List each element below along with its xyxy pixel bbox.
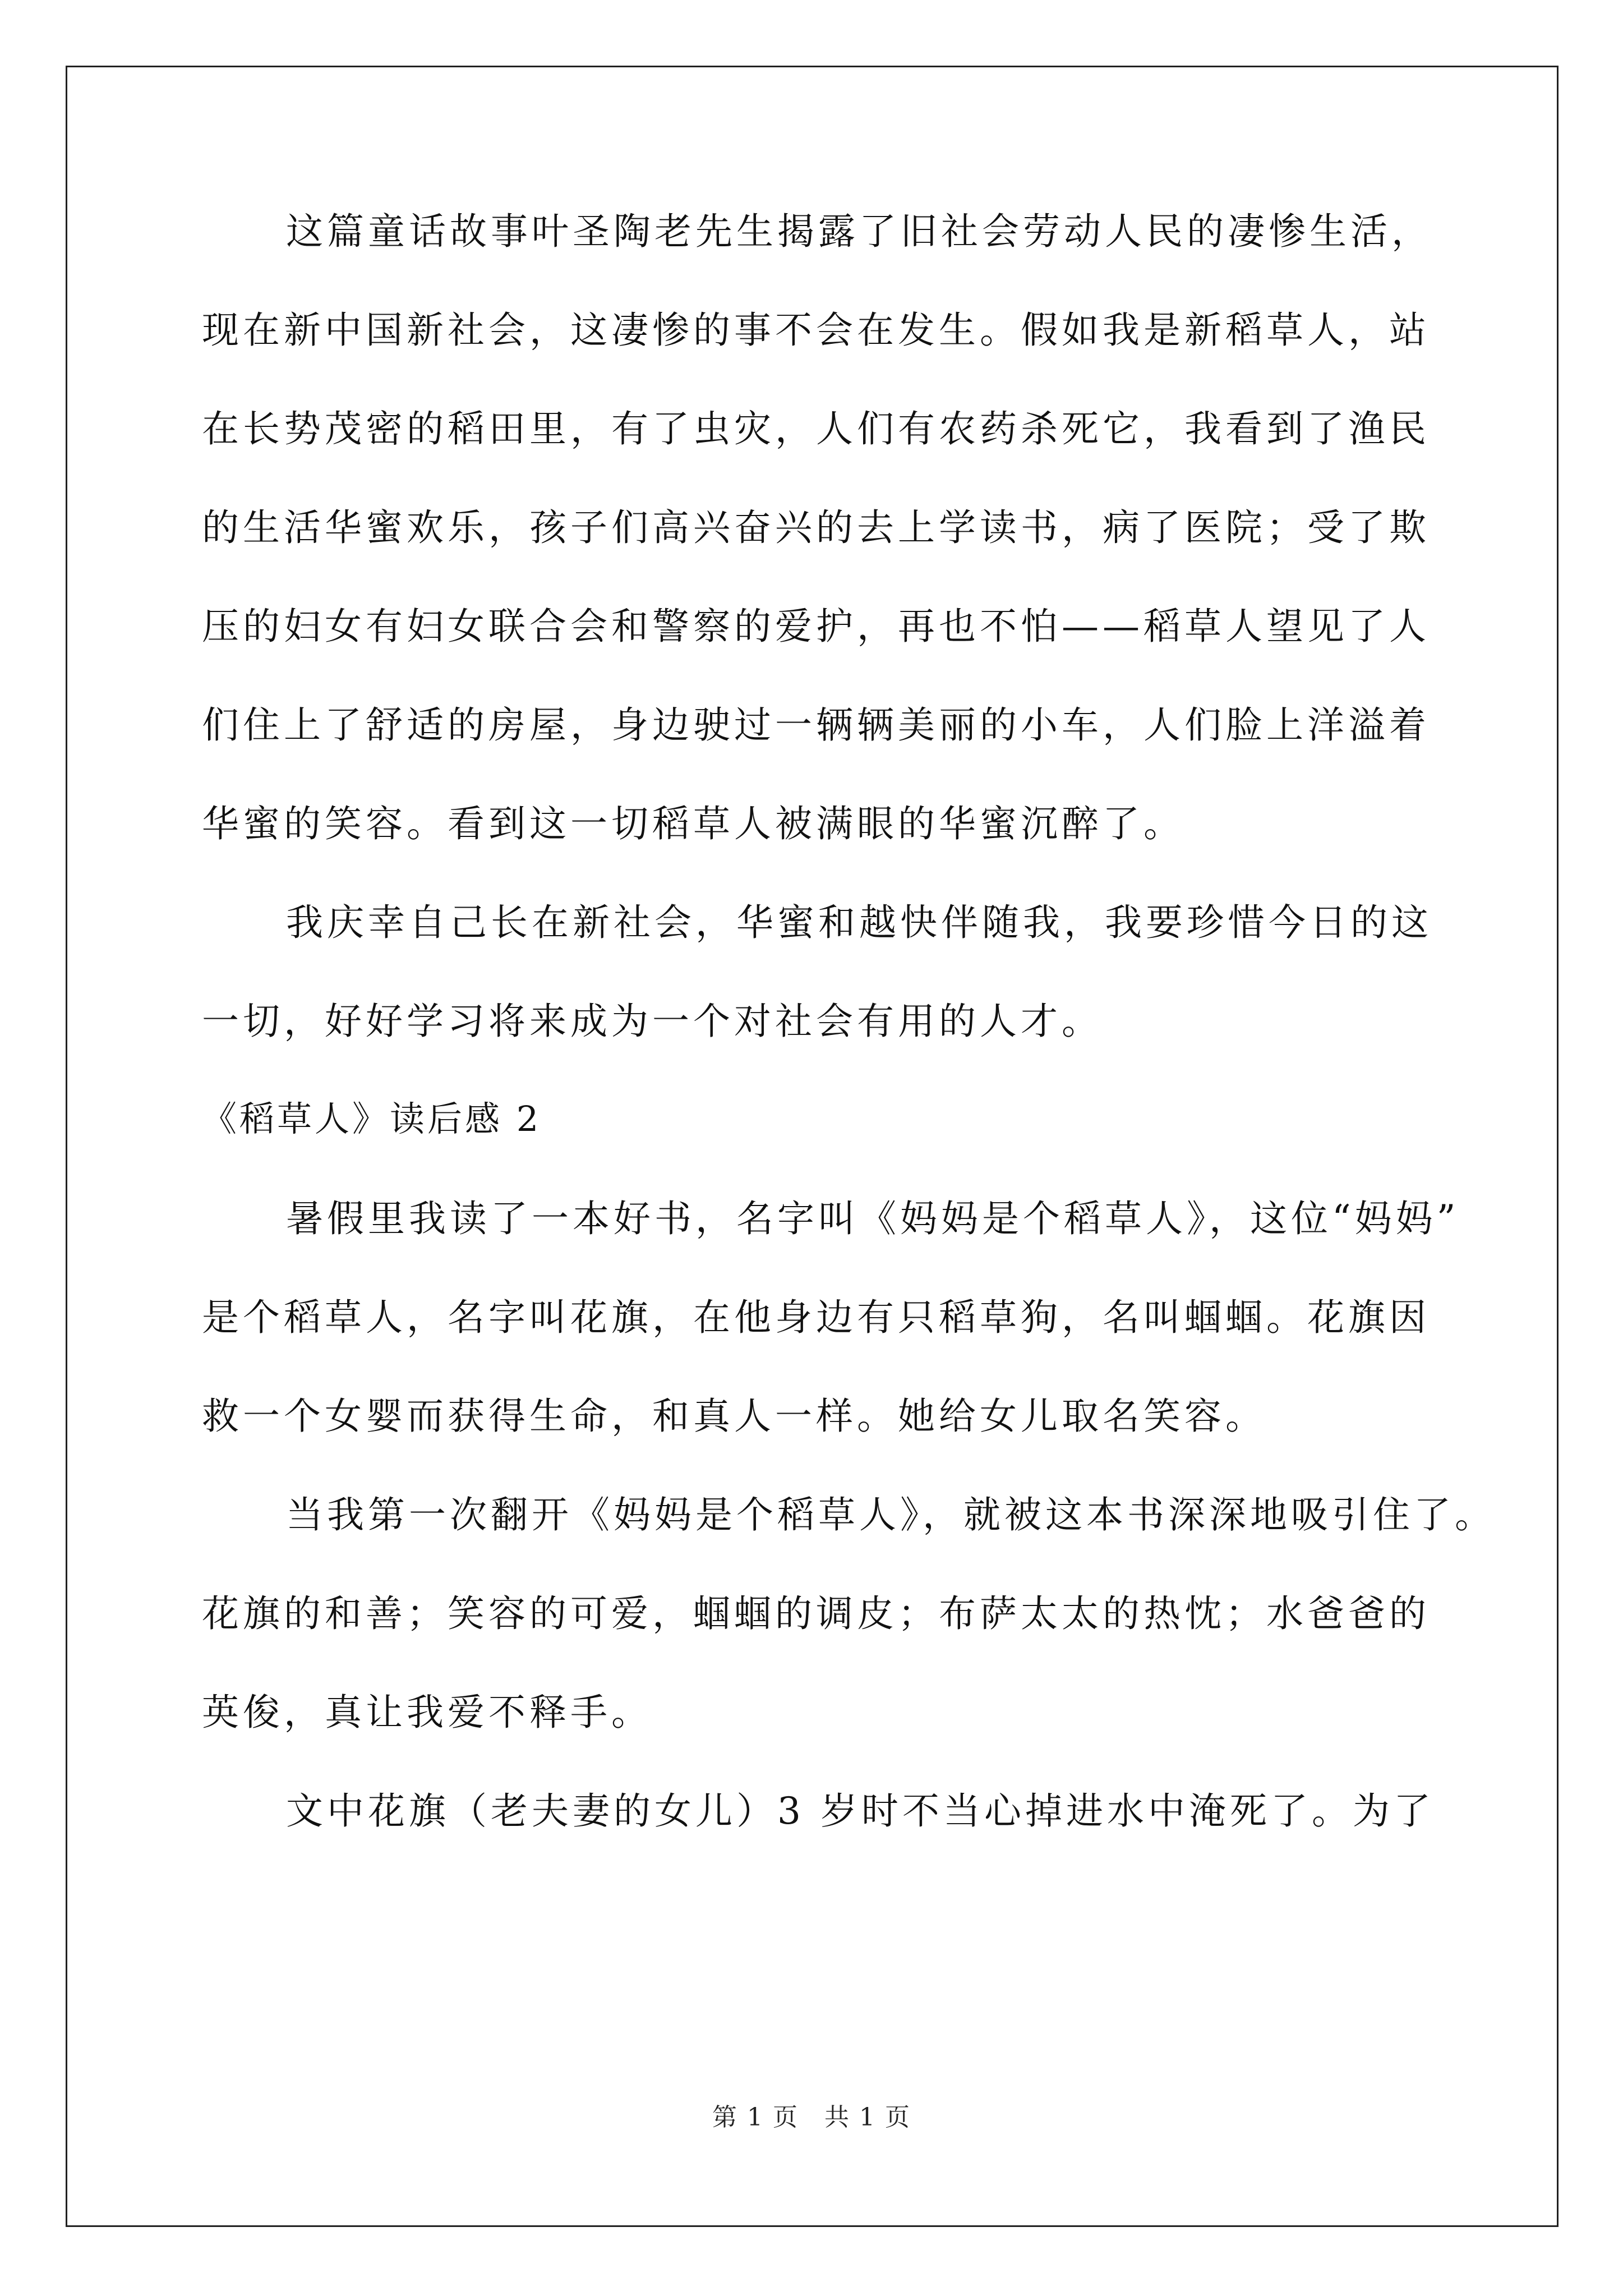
text-line: 英俊，真让我爱不释手。 — [202, 1691, 652, 1734]
text-line: 在长势茂密的稻田里，有了虫灾，人们有农药杀死它，我看到了渔民 — [202, 407, 1430, 450]
text-line: 救一个女婴而获得生命，和真人一样。她给女儿取名笑容。 — [202, 1395, 1266, 1438]
text-line: 我庆幸自己长在新社会，华蜜和越快伴随我，我要珍惜今日的这 — [286, 901, 1432, 944]
text-line: 压的妇女有妇女联合会和警察的爱护，再也不怕——稻草人望见了人 — [202, 605, 1430, 648]
text-line: 华蜜的笑容。看到这一切稻草人被满眼的华蜜沉醉了。 — [202, 802, 1184, 845]
text-line: 现在新中国新社会，这凄惨的事不会在发生。假如我是新稻草人，站 — [202, 309, 1430, 352]
text-line: 的生活华蜜欢乐，孩子们高兴奋兴的去上学读书，病了医院；受了欺 — [202, 506, 1430, 549]
text-line: 是个稻草人，名字叫花旗，在他身边有只稻草狗，名叫蝈蝈。花旗因 — [202, 1296, 1430, 1339]
text-line: 暑假里我读了一本好书，名字叫《妈妈是个稻草人》，这位“妈妈” — [286, 1197, 1460, 1240]
text-line: 文中花旗（老夫妻的女儿）3 岁时不当心掉进水中淹死了。为了 — [286, 1789, 1435, 1833]
text-line: 当我第一次翻开《妈妈是个稻草人》，就被这本书深深地吸引住了。 — [286, 1493, 1496, 1536]
text-line: 花旗的和善；笑容的可爱，蝈蝈的调皮；布萨太太的热忱；水爸爸的 — [202, 1592, 1430, 1635]
section-heading: 《稻草人》读后感 2 — [202, 1098, 542, 1139]
text-line: 们住上了舒适的房屋，身边驶过一辆辆美丽的小车，人们脸上洋溢着 — [202, 703, 1430, 747]
text-line: 这篇童话故事叶圣陶老先生揭露了旧社会劳动人民的凄惨生活， — [286, 210, 1432, 253]
document-body — [202, 210, 1496, 1833]
text-line: 一切，好好学习将来成为一个对社会有用的人才。 — [202, 1000, 1103, 1043]
page-footer: 第 1 页 共 1 页 — [712, 2103, 911, 2132]
